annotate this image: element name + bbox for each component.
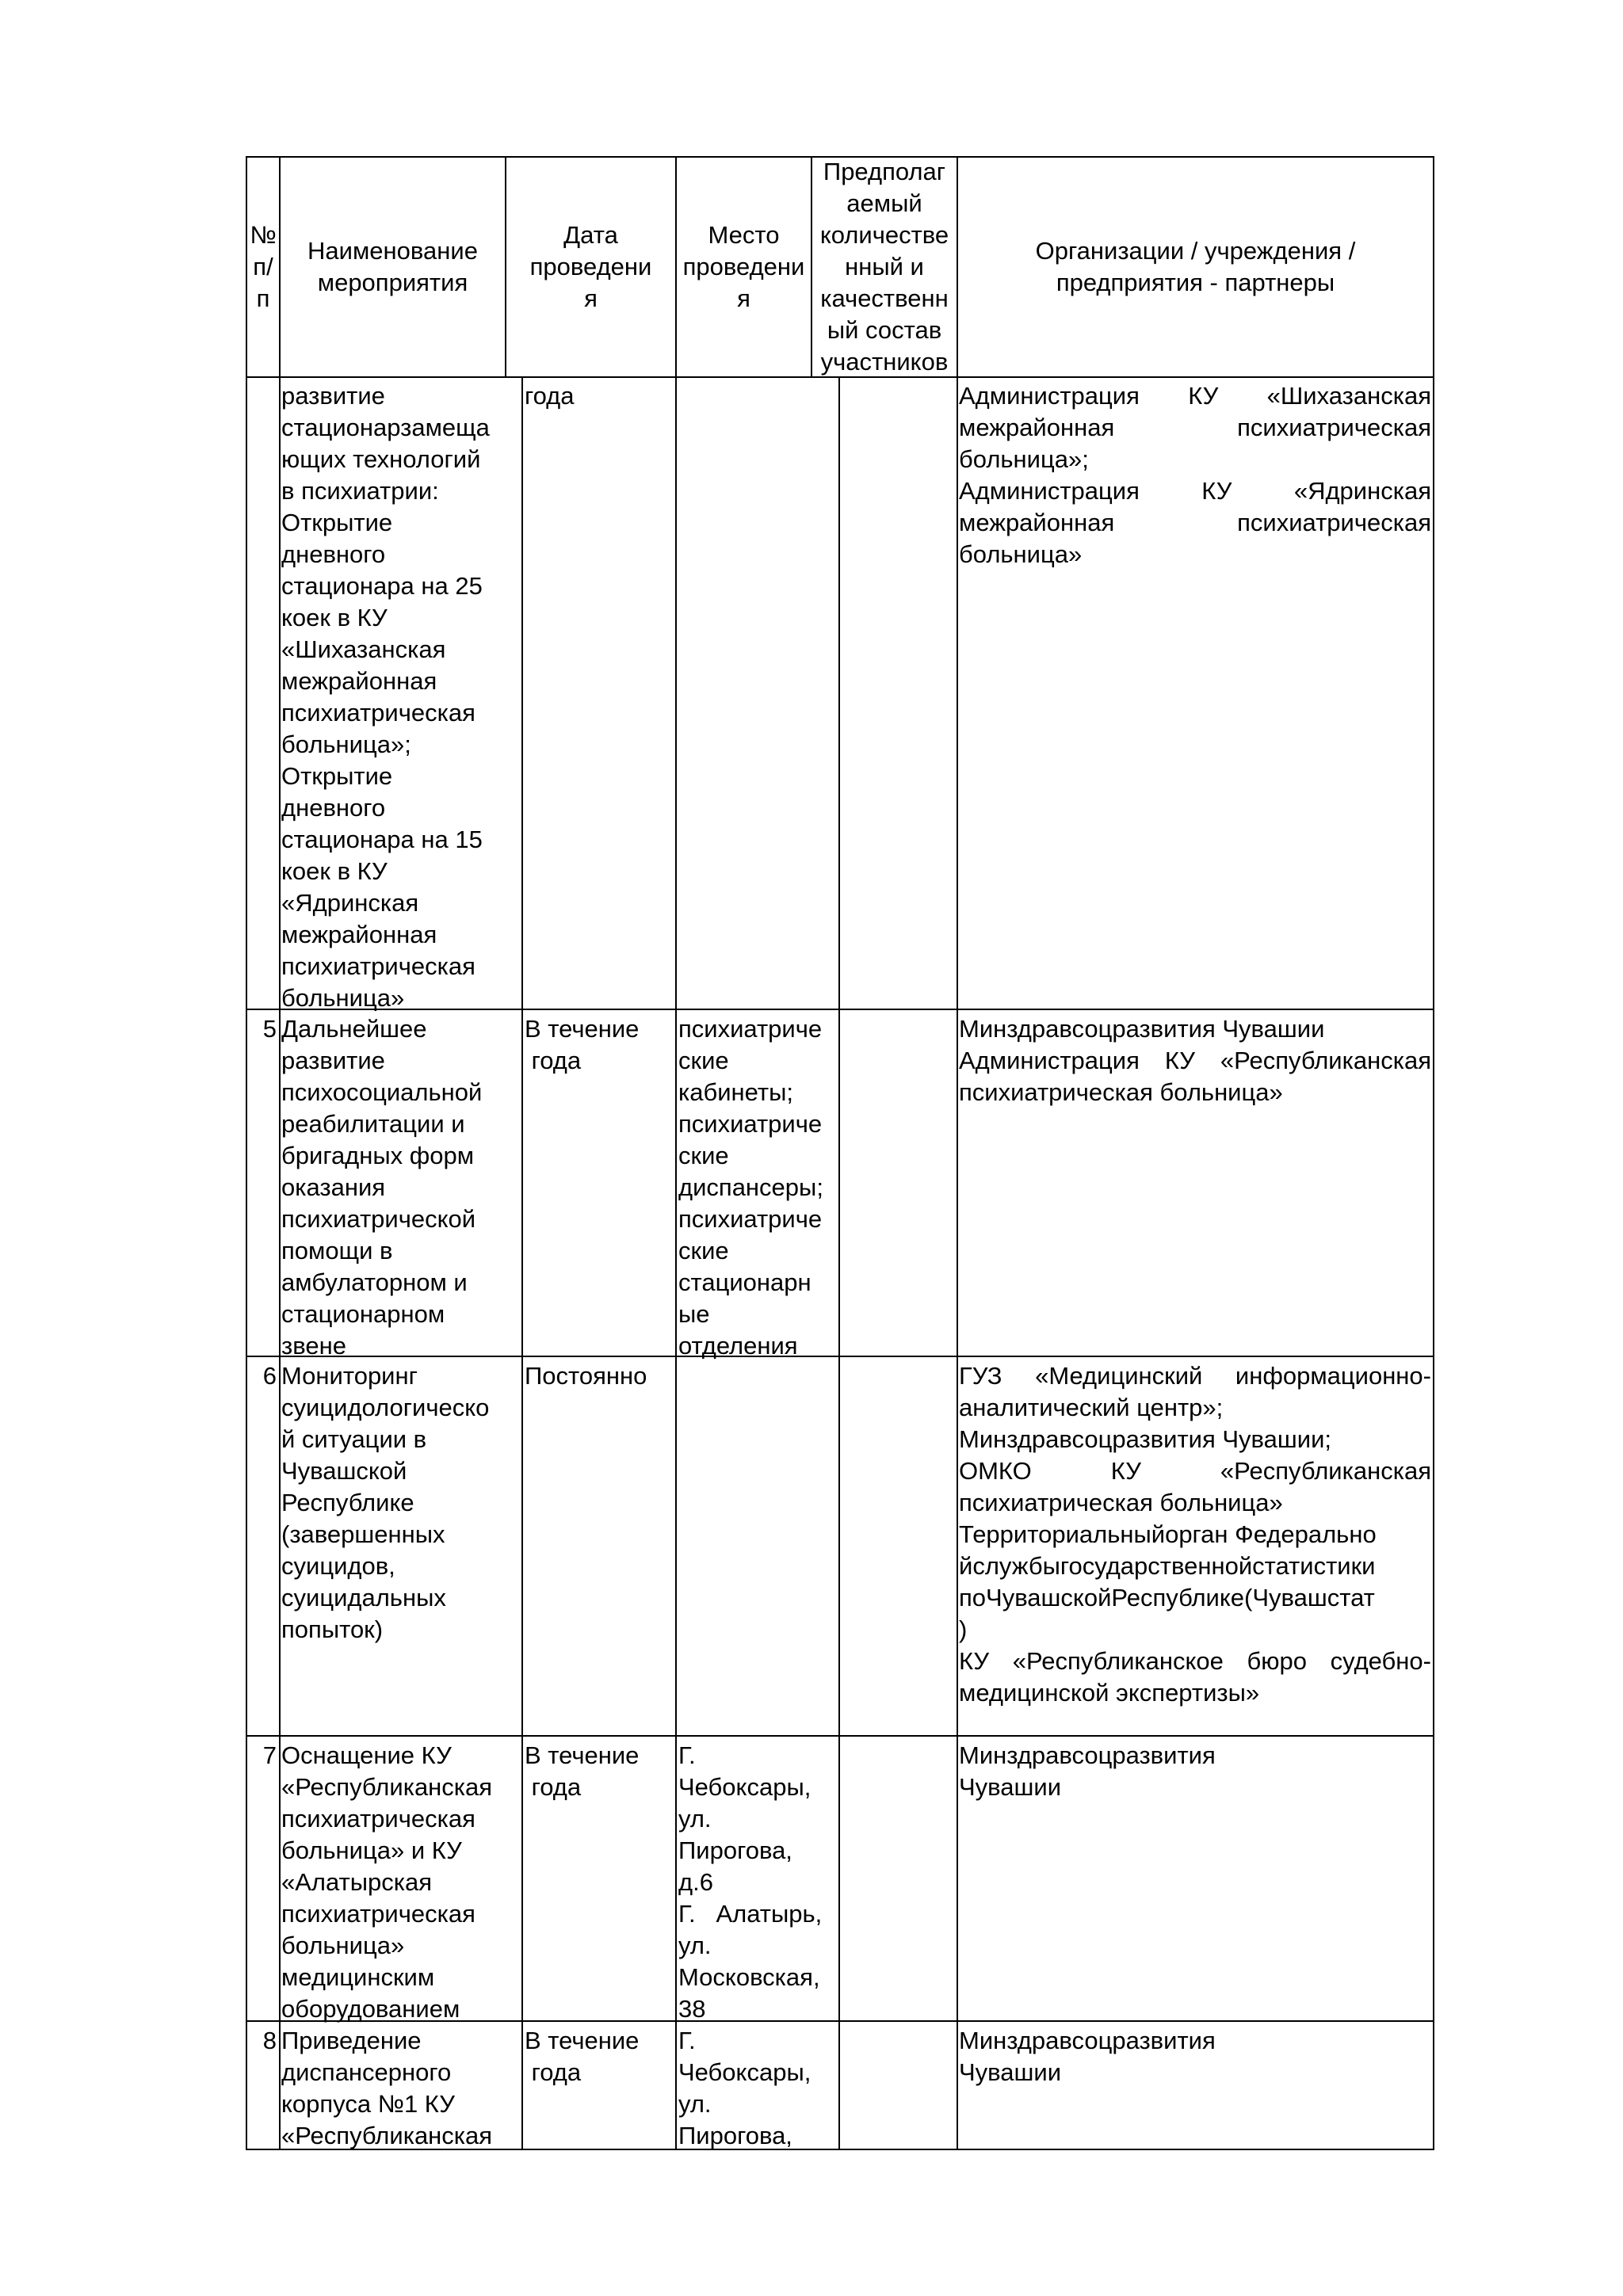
row-5-date: В течение года: [525, 1015, 640, 1074]
body-divider-7: [1433, 376, 1434, 2150]
body-divider-6: [957, 376, 958, 2150]
row-0-date: года: [525, 382, 575, 410]
header-name-text: Наименование мероприятия: [307, 237, 478, 296]
header-participants-text: Предполаг аемый количестве нный и качественн ый состав участников: [819, 158, 949, 376]
row-6-num: 6: [262, 1362, 277, 1390]
header-place-text: Место проведени я: [682, 221, 805, 312]
body-divider-4: [675, 376, 677, 2150]
row-0-partners: Администрация КУ «Шихазанская межрайонная психиатрическая больница»; Администрация КУ «Ядринская межрайонная психиатрическая больница»: [959, 382, 1431, 568]
header-date-text: Дата проведени я: [529, 221, 652, 312]
header-divider-7: [1433, 156, 1434, 378]
header-num: [247, 158, 279, 376]
header-name: [281, 158, 505, 376]
row-7-place: Г. Чебоксары, ул. Пирогова, д.6 Г. Алатырь, ул. Московская, 38: [678, 1741, 823, 2023]
body-divider-3: [521, 376, 523, 2150]
header-num-text: № п/ п: [250, 221, 277, 312]
row-6-name: Мониторинг суицидологическо й ситуации в Чувашской Республике (завершенных суицидов, суицидальных попыток): [281, 1362, 490, 1643]
row-7-num: 7: [262, 1741, 277, 1769]
header-participants: [812, 158, 957, 376]
row-border-3: [246, 1735, 1434, 1737]
row-8-name: Приведение диспансерного корпуса №1 КУ «Республиканская: [281, 2027, 493, 2149]
row-5-num: 5: [262, 1015, 277, 1043]
body-divider-5: [838, 376, 840, 2150]
header-partners: [958, 158, 1433, 376]
body-divider-2: [279, 376, 281, 2150]
body-divider-1: [246, 376, 247, 2150]
header-date: [506, 158, 675, 376]
row-8-num: 8: [262, 2027, 277, 2054]
row-7-partners: Минздравсоцразвития Чувашии: [959, 1741, 1216, 1801]
row-0-name: развитие стационарзамеща ющих технологий в психиатрии: Открытие дневного стационара на 25 коек в КУ «Шихазанская межрайонная психиатрическая больница»; Открытие дневного стационара на 15 коек в КУ «Ядринская межрайонная психиатрическая больница»: [281, 382, 490, 1012]
row-8-place: Г. Чебоксары, ул. Пирогова,: [678, 2027, 812, 2149]
row-5-partners: Минздравсоцразвития Чувашии Администрация КУ «Республиканская психиатрическая больница»: [959, 1015, 1431, 1106]
header-place: [677, 158, 811, 376]
row-7-name: Оснащение КУ «Республиканская психиатрическая больница» и КУ «Алатырская психиатрическая больница» медицинским оборудованием: [281, 1741, 493, 2023]
row-7-date: В течение года: [525, 1741, 640, 1801]
header-partners-text: Организации / учреждения / предприятия - партнеры: [1035, 237, 1356, 296]
row-5-name: Дальнейшее развитие психосоциальной реабилитации и бригадных форм оказания психиатрической помощи в амбулаторном и стационарном звене: [281, 1015, 483, 1360]
row-6-partners: ГУЗ «Медицинский информационно-аналитический центр»; Минздравсоцразвития Чувашии; ОМКО КУ «Республиканская психиатрическая больница» Территориальныйорган Федерально йслужбыгосударственнойстатистики поЧувашскойРеспублике(Чувашстат ) КУ «Республиканское бюро судебно-медицинской экспертизы»: [959, 1362, 1431, 1707]
row-8-partners: Минздравсоцразвития Чувашии: [959, 2027, 1216, 2086]
row-5-place: психиатриче ские кабинеты; психиатриче ские диспансеры; психиатриче ские стационарн ые отделения: [678, 1015, 823, 1360]
row-8-date: В течение года: [525, 2027, 640, 2086]
row-6-date: Постоянно: [525, 1362, 647, 1390]
